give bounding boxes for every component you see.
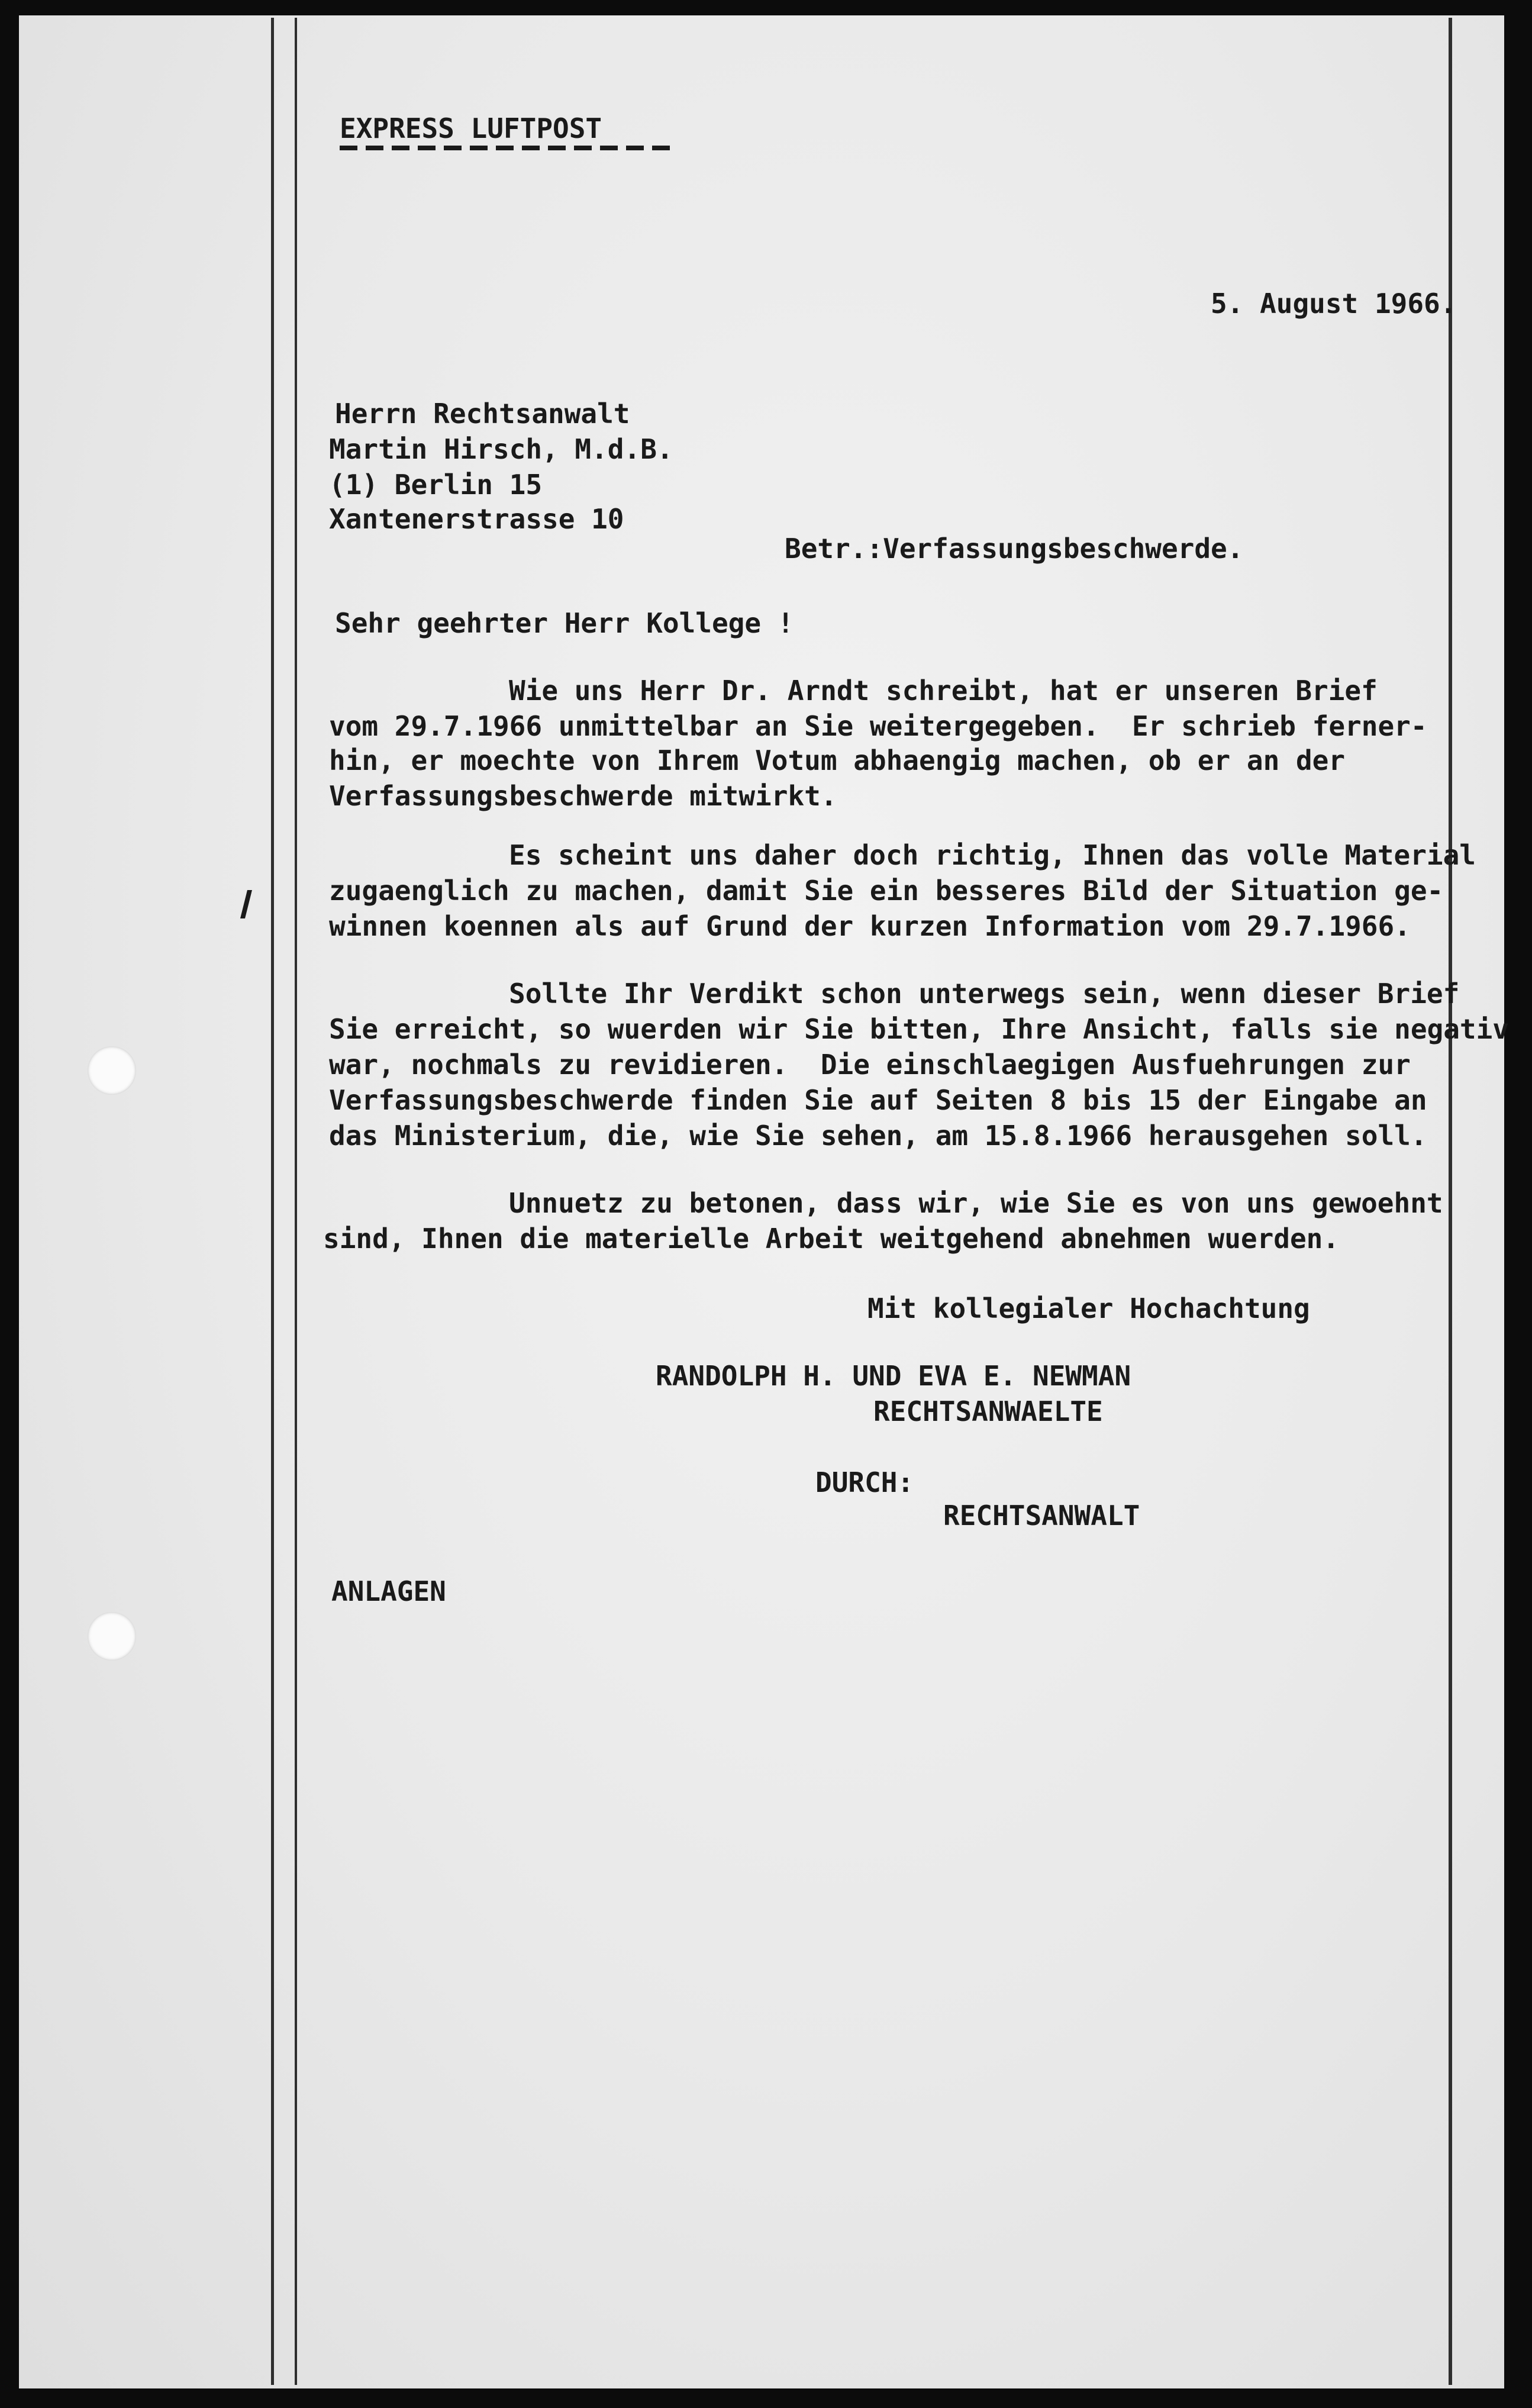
signature-by: DURCH: bbox=[815, 1466, 914, 1498]
recipient-line-2: Martin Hirsch, M.d.B. bbox=[329, 433, 673, 465]
paragraph-1-line-3: hin, er moechte von Ihrem Votum abhaengig machen, ob er an der bbox=[329, 744, 1346, 776]
letter-date: 5. August 1966. bbox=[1211, 288, 1457, 320]
paragraph-4-line-1: Unnuetz zu betonen, dass wir, wie Sie es von uns gewoehnt bbox=[509, 1187, 1443, 1219]
margin-rule-right bbox=[1449, 18, 1452, 2385]
mail-marking-underline bbox=[340, 146, 678, 150]
signature-title: RECHTSANWAELTE bbox=[873, 1395, 1103, 1427]
paragraph-4-line-2: sind, Ihnen die materielle Arbeit weitgehend abnehmen wuerden. bbox=[323, 1223, 1340, 1255]
mail-marking: EXPRESS LUFTPOST bbox=[340, 112, 602, 144]
paragraph-3-line-2: Sie erreicht, so wuerden wir Sie bitten, Ihre Ansicht, falls sie negativ bbox=[329, 1013, 1509, 1045]
paragraph-2-line-1: Es scheint uns daher doch richtig, Ihnen das volle Material bbox=[509, 839, 1476, 871]
paragraph-1-line-2: vom 29.7.1966 unmittelbar an Sie weitergegeben. Er schrieb ferner- bbox=[329, 710, 1427, 742]
paragraph-3-line-4: Verfassungsbeschwerde finden Sie auf Seiten 8 bis 15 der Eingabe an bbox=[329, 1084, 1427, 1116]
margin-rule-left-inner bbox=[295, 18, 297, 2385]
closing-phrase: Mit kollegialer Hochachtung bbox=[867, 1292, 1310, 1324]
paragraph-3-line-5: das Ministerium, die, wie Sie sehen, am 15.8.1966 herausgehen soll. bbox=[329, 1120, 1427, 1152]
enclosures-label: ANLAGEN bbox=[331, 1575, 446, 1607]
paragraph-3-line-1: Sollte Ihr Verdikt schon unterwegs sein, wenn dieser Brief bbox=[509, 978, 1460, 1010]
subject-line: Betr.:Verfassungsbeschwerde. bbox=[785, 533, 1244, 565]
punch-hole-upper bbox=[88, 1046, 136, 1095]
signature-firm: RANDOLPH H. UND EVA E. NEWMAN bbox=[656, 1360, 1131, 1392]
punch-hole-lower bbox=[88, 1612, 136, 1661]
paragraph-1-line-1: Wie uns Herr Dr. Arndt schreibt, hat er unseren Brief bbox=[509, 675, 1378, 707]
paragraph-2-line-2: zugaenglich zu machen, damit Sie ein besseres Bild der Situation ge- bbox=[329, 875, 1444, 907]
signature-role: RECHTSANWALT bbox=[943, 1500, 1140, 1532]
salutation: Sehr geehrter Herr Kollege ! bbox=[335, 607, 794, 639]
paragraph-3-line-3: war, nochmals zu revidieren. Die einschlaegigen Ausfuehrungen zur bbox=[329, 1049, 1411, 1081]
paragraph-2-line-3: winnen koennen als auf Grund der kurzen Information vom 29.7.1966. bbox=[329, 910, 1411, 942]
recipient-line-3: (1) Berlin 15 bbox=[329, 469, 543, 501]
recipient-line-4: Xantenerstrasse 10 bbox=[329, 503, 624, 535]
paragraph-1-line-4: Verfassungsbeschwerde mitwirkt. bbox=[329, 780, 837, 812]
margin-rule-left-outer bbox=[271, 18, 274, 2385]
recipient-line-1: Herrn Rechtsanwalt bbox=[335, 398, 630, 430]
